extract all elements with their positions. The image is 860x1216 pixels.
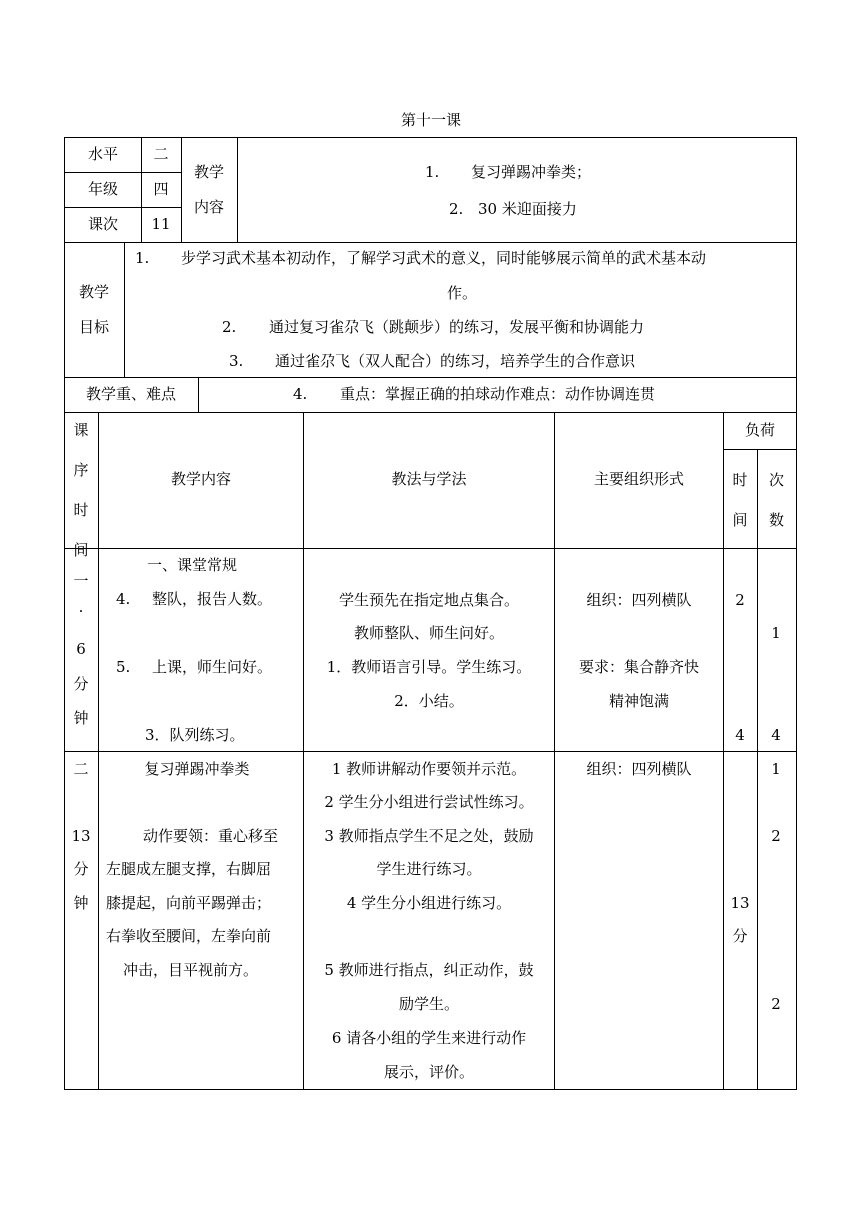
objective-3-num: 3.: [229, 352, 244, 370]
section-2-method-5: 4 学生分小组进行练习。: [346, 894, 512, 912]
section-2-method-8: 6 请各小组的学生来进行动作: [331, 1029, 527, 1047]
section-1-time-2: 4: [735, 726, 745, 744]
section-1-content-title: 一、课堂常规: [147, 556, 238, 574]
section-1-method-4: 2．小结。: [394, 692, 464, 710]
objective-3: 通过雀尕飞（双人配合）的练习，培养学生的合作意识: [275, 352, 636, 370]
level-label: 水平: [87, 145, 119, 163]
section-1-method-1: 学生预先在指定地点集合。: [338, 591, 520, 609]
section-1-count-2: 4: [771, 726, 781, 744]
section-1-org-2: 要求：集合静齐快: [578, 658, 700, 676]
section-2-time-1: 13: [730, 894, 750, 912]
section-2-method-1: 1 教师讲解动作要领并示范。: [331, 760, 527, 778]
objective-1-line-2: 作。: [446, 284, 478, 302]
section-1-content-item-3: 3．队列练习。: [145, 726, 245, 744]
section-1-method-2: 教师整队、师生问好。: [353, 624, 505, 642]
section-2-content-4: 右拳收至腰间，左拳向前: [106, 927, 272, 945]
content-label-1: 教学: [193, 163, 225, 181]
section-2-method-2: 2 学生分小组进行尝试性练习。: [324, 793, 534, 811]
section-2-order-3: 分: [73, 860, 89, 878]
section-2-time-2: 分: [732, 927, 748, 945]
section-2-content-2: 左腿成左腿支撑，右脚屈: [106, 860, 272, 878]
section-2-order-4: 钟: [73, 894, 89, 912]
content-header: 教学内容: [170, 470, 232, 488]
section-1-order-2: ·: [78, 602, 84, 620]
section-2-content-title: 复习弹踢冲拳类: [144, 760, 250, 778]
order-time-header: 课 序 时 间: [73, 421, 89, 559]
content-label-2: 内容: [193, 198, 225, 216]
section-2-method-3: 3 教师指点学生不足之处，鼓励: [324, 827, 534, 845]
section-1-method-3: 1．教师语言引导。学生练习。: [326, 658, 532, 676]
load-header: 负荷: [744, 421, 776, 439]
key-points-text: 重点：掌握正确的拍球动作难点：动作协调连贯: [340, 385, 656, 403]
grade-value: 四: [153, 180, 169, 198]
level-value: 二: [153, 145, 169, 163]
section-2-content-5: 冲击，目平视前方。: [123, 961, 259, 979]
section-2-order-1: 二: [73, 760, 89, 778]
organization-header: 主要组织形式: [593, 470, 685, 488]
content-item-1-num: 1.: [425, 163, 440, 181]
section-1-content-item-2: 上课，师生问好。: [152, 658, 273, 676]
key-points-num: 4.: [293, 385, 308, 403]
objective-1-num: 1.: [135, 249, 150, 267]
section-1-order-5: 钟: [73, 709, 89, 727]
objective-1-line-1: 步学习武术基本初动作，了解学习武术的意义，同时能够展示简单的武术基本动: [181, 249, 707, 267]
objective-2-num: 2.: [222, 318, 237, 336]
section-2-order-2: 13: [71, 827, 91, 845]
section-2-count-2: 2: [771, 827, 781, 845]
section-2-content-3: 膝提起，向前平踢弹击；: [106, 894, 272, 912]
section-2-count-1: 1: [771, 760, 781, 778]
count-header: 次 数: [768, 471, 784, 529]
section-1-count-1: 1: [771, 624, 781, 642]
content-item-1: 复习弹踢冲拳类；: [471, 163, 592, 181]
method-header: 教法与学法: [391, 470, 467, 488]
section-2-method-7: 励学生。: [398, 995, 460, 1013]
section-2-count-3: 2: [771, 995, 781, 1013]
content-item-2-num: 2.: [449, 200, 464, 218]
section-1-order-3: 6: [76, 640, 86, 658]
objectives-label-2: 目标: [78, 318, 110, 336]
time-header: 时 间: [732, 471, 748, 529]
section-2-org-1: 组织：四列横队: [586, 760, 692, 778]
section-2-content-1: 动作要领：重心移至: [143, 827, 279, 845]
section-1-time-1: 2: [735, 591, 745, 609]
section-1-org-3: 精神饱满: [608, 692, 670, 710]
section-1-content-num-1: 4.: [116, 590, 131, 608]
lesson-label: 课次: [87, 215, 119, 233]
page-title: 第十一课: [400, 111, 462, 129]
section-1-order-4: 分: [73, 675, 89, 693]
lesson-value: 11: [151, 215, 171, 233]
section-1-content-item-1: 整队，报告人数。: [152, 590, 273, 608]
objectives-label-1: 教学: [78, 283, 110, 301]
section-1-org-1: 组织：四列横队: [586, 591, 692, 609]
section-2-method-9: 展示，评价。: [383, 1063, 475, 1081]
section-2-method-6: 5 教师进行指点，纠正动作，鼓: [324, 961, 534, 979]
objective-2: 通过复习雀尕飞（跳颠步）的练习，发展平衡和协调能力: [269, 318, 645, 336]
section-1-order-1: 一: [73, 572, 89, 590]
section-1-content-num-2: 5.: [116, 658, 131, 676]
key-points-label: 教学重、难点: [85, 385, 177, 403]
content-item-2: 30 米迎面接力: [478, 200, 577, 218]
section-2-method-4: 学生进行练习。: [376, 860, 482, 878]
grade-label: 年级: [87, 180, 119, 198]
